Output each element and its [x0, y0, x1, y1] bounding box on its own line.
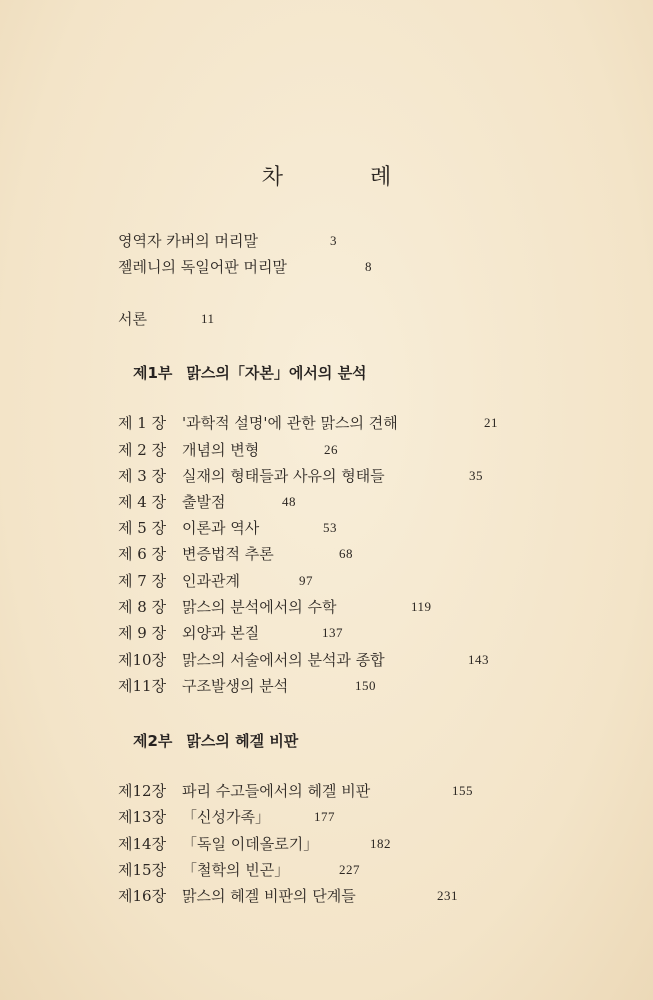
- chapter-number: 제10장: [118, 651, 167, 669]
- chapter-page: 35: [469, 468, 483, 483]
- toc-entry-chapter-3[interactable]: [118, 465, 483, 487]
- toc-entry-chapter-10[interactable]: [118, 649, 489, 671]
- chapter-title: 맑스의 헤겔 비판의 단계들: [182, 887, 356, 905]
- chapter-number: 제 2 장: [118, 441, 167, 459]
- toc-entry-chapter-15[interactable]: [118, 859, 360, 881]
- chapter-title: 「신성가족」: [182, 808, 270, 826]
- chapter-title: 변증법적 추론: [182, 545, 274, 563]
- part-label: 제1부: [133, 364, 173, 382]
- chapter-number: 제14장: [118, 835, 167, 853]
- chapter-page: 119: [411, 599, 432, 614]
- toc-entry-chapter-11[interactable]: [118, 675, 376, 697]
- chapter-title: '과학적 설명'에 관한 맑스의 견해: [182, 414, 398, 432]
- chapter-page: 177: [314, 809, 335, 824]
- chapter-number: 제 3 장: [118, 467, 167, 485]
- chapter-title: 「독일 이데올로기」: [182, 835, 319, 853]
- chapter-page: 48: [282, 494, 296, 509]
- chapter-page: 143: [468, 652, 489, 667]
- entry-title: 영역자 카버의 머리말: [118, 232, 258, 250]
- part-title: 맑스의「자본」에서의 분석: [186, 364, 367, 382]
- entry-title: 서론: [118, 310, 147, 328]
- toc-entry-chapter-8[interactable]: [118, 596, 432, 618]
- toc-entry-chapter-7[interactable]: [118, 570, 313, 592]
- chapter-title: 맑스의 서술에서의 분석과 종합: [182, 651, 385, 669]
- chapter-page: 97: [299, 573, 313, 588]
- chapter-title: 파리 수고들에서의 헤겔 비판: [182, 782, 371, 800]
- chapter-title: 이론과 역사: [182, 519, 260, 537]
- entry-page: 8: [365, 259, 372, 274]
- toc-entry-chapter-2[interactable]: [118, 439, 338, 461]
- chapter-number: 제15장: [118, 861, 167, 879]
- toc-entry-chapter-5[interactable]: [118, 517, 337, 539]
- part-label: 제2부: [133, 732, 173, 750]
- chapter-title: 외양과 본질: [182, 624, 260, 642]
- part-2-heading: [133, 730, 298, 752]
- entry-page: 3: [330, 233, 337, 248]
- chapter-title: 맑스의 분석에서의 수학: [182, 598, 337, 616]
- chapter-page: 21: [484, 415, 498, 430]
- chapter-page: 150: [355, 678, 376, 693]
- chapter-title: 인과관계: [182, 572, 240, 590]
- toc-entry-chapter-1[interactable]: [118, 412, 498, 434]
- chapter-title: 개념의 변형: [182, 441, 260, 459]
- toc-entry-front-3[interactable]: [118, 308, 215, 330]
- chapter-page: 53: [323, 520, 337, 535]
- chapter-number: 제13장: [118, 808, 167, 826]
- toc-entry-chapter-6[interactable]: [118, 543, 353, 565]
- chapter-number: 제11장: [118, 677, 167, 695]
- chapter-page: 26: [324, 442, 338, 457]
- chapter-title: 실재의 형태들과 사유의 형태들: [182, 467, 385, 485]
- part-1-heading: [133, 362, 367, 384]
- entry-title: 젤레니의 독일어판 머리말: [118, 258, 287, 276]
- toc-entry-chapter-9[interactable]: [118, 622, 343, 644]
- chapter-page: 227: [339, 862, 360, 877]
- chapter-number: 제 7 장: [118, 572, 167, 590]
- chapter-number: 제12장: [118, 782, 167, 800]
- toc-entry-chapter-16[interactable]: [118, 885, 458, 907]
- toc-entry-chapter-13[interactable]: [118, 806, 335, 828]
- chapter-title: 구조발생의 분석: [182, 677, 289, 695]
- chapter-page: 137: [322, 625, 343, 640]
- chapter-number: 제 1 장: [118, 414, 167, 432]
- toc-entry-front-1[interactable]: [118, 230, 337, 252]
- chapter-page: 182: [370, 836, 391, 851]
- toc-entry-front-2[interactable]: [118, 256, 372, 278]
- toc-entry-chapter-4[interactable]: [118, 491, 296, 513]
- entry-page: 11: [201, 311, 215, 326]
- part-title: 맑스의 헤겔 비판: [186, 732, 299, 750]
- chapter-page: 68: [339, 546, 353, 561]
- chapter-number: 제16장: [118, 887, 167, 905]
- chapter-page: 155: [452, 783, 473, 798]
- chapter-number: 제 9 장: [118, 624, 167, 642]
- chapter-title: 출발점: [182, 493, 226, 511]
- chapter-number: 제 5 장: [118, 519, 167, 537]
- chapter-title: 「철학의 빈곤」: [182, 861, 290, 879]
- toc-title: 차 례: [261, 165, 432, 190]
- chapter-page: 231: [437, 888, 458, 903]
- chapter-number: 제 4 장: [118, 493, 167, 511]
- toc-entry-chapter-14[interactable]: [118, 833, 391, 855]
- chapter-number: 제 8 장: [118, 598, 167, 616]
- toc-entry-chapter-12[interactable]: [118, 780, 473, 802]
- chapter-number: 제 6 장: [118, 545, 167, 563]
